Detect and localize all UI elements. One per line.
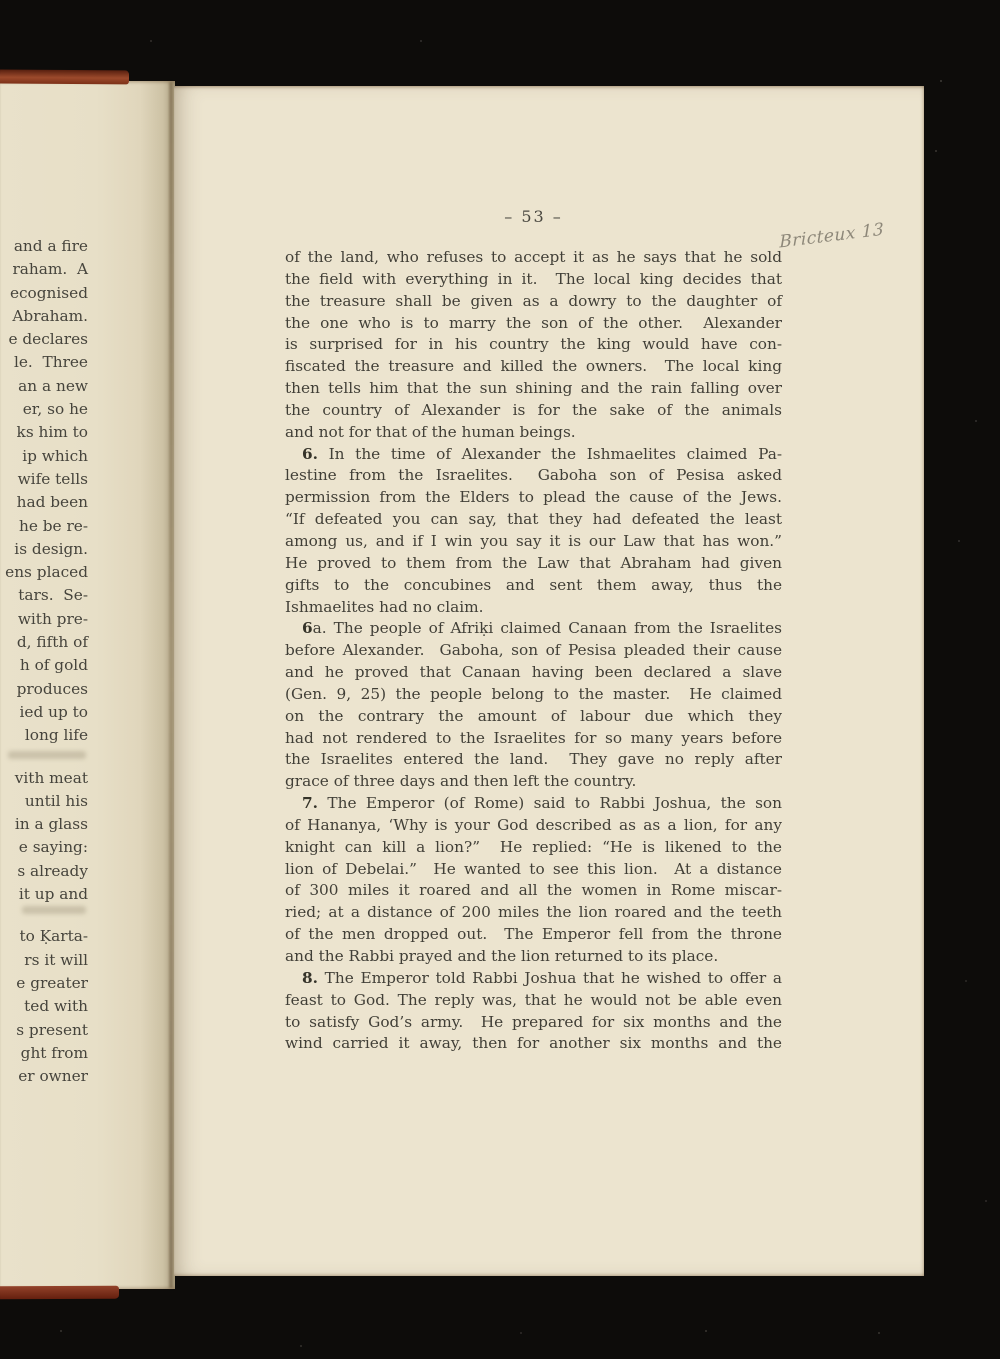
left-page-text-fragment: it up and xyxy=(18,885,88,904)
text-line: gifts to the concubines and sent them away, thus the xyxy=(285,575,782,594)
text-line: then tells him that the sun shining and the rain falling over xyxy=(285,379,782,398)
text-line: grace of three days and then left the country. xyxy=(285,772,637,791)
left-page-text-fragment: ted with xyxy=(24,997,88,1016)
left-page-text-fragment: in a glass xyxy=(14,815,88,834)
left-page-text-fragment: raham. A xyxy=(12,260,88,279)
gutter-fold xyxy=(169,82,173,1288)
text-line: feast to God. The reply was, that he would not be able even xyxy=(285,990,782,1009)
left-page-text-fragment: le. Three xyxy=(13,353,88,372)
paragraph xyxy=(285,968,782,1055)
left-page-text-fragment: he be re- xyxy=(18,516,88,535)
dust-specks xyxy=(0,0,2,2)
left-page-text-fragment: rs it will xyxy=(24,950,88,969)
cover-edge-bottom xyxy=(0,1286,119,1300)
left-page-text-fragment: produces xyxy=(16,679,88,698)
left-page-text-fragment: until his xyxy=(24,791,88,810)
left-page-text-fragment: e declares xyxy=(8,330,88,349)
paragraph xyxy=(285,444,782,619)
text-line: “If defeated you can say, that they had defeated the least xyxy=(285,510,782,529)
text-line: knight can kill a lion?” He replied: “He is likened to the xyxy=(285,837,782,856)
left-page-text-fragment: an a new xyxy=(18,376,88,395)
left-page-text-fragment: e saying: xyxy=(18,838,88,857)
left-page-text-fragment: wife tells xyxy=(17,469,88,488)
text-line: and the Rabbi prayed and the lion returned to its place. xyxy=(285,947,719,965)
text-line: the country of Alexander is for the sake of the animals xyxy=(285,400,782,419)
section-number: 7. xyxy=(302,794,318,813)
left-page-text-fragment: with pre- xyxy=(17,609,88,628)
paragraph xyxy=(285,247,782,444)
text-line: the treasure shall be given as a dowry to the daughter of xyxy=(285,291,782,310)
left-page-text-fragment: ip which xyxy=(22,446,88,465)
section-number: 6 xyxy=(302,619,313,638)
left-page-text-fragment: and a fire xyxy=(13,237,88,255)
paragraph xyxy=(285,793,782,968)
section-number: 6. xyxy=(302,444,318,463)
left-page-text-fragment: er, so he xyxy=(22,400,88,419)
text-line: before Alexander. Gaboha, son of Pesisa pleaded their cause xyxy=(285,641,782,660)
text-line: the Israelites entered the land. They gave no reply after xyxy=(285,750,782,769)
text-line: to satisfy God’s army. He prepared for six months and the xyxy=(285,1012,782,1031)
left-page-text-fragment: ied up to xyxy=(19,702,88,721)
text-line: wind carried it away, then for another six months and the xyxy=(285,1034,782,1053)
show-through-smudge xyxy=(22,906,86,914)
text-line: ried; at a distance of 200 miles the lion roared and the teeth xyxy=(285,903,782,922)
text-line: of Hananya, ‘Why is your God described as as a lion, for any xyxy=(285,815,782,834)
fragment-group xyxy=(0,235,88,748)
left-page-text-fragment: to Ḳarta- xyxy=(19,927,88,946)
text-line: among us, and if I win you say it is our Law that has won.” xyxy=(285,531,782,550)
text-line: and not for that of the human beings. xyxy=(285,422,576,441)
fragment-group xyxy=(0,925,88,1088)
left-page-fragments xyxy=(0,235,88,1088)
show-through-smudge xyxy=(8,751,86,759)
text-line: lestine from the Israelites. Gaboha son of Pesisa asked xyxy=(285,466,782,485)
left-page-text-fragment: tars. Se- xyxy=(18,586,88,605)
text-line: Ishmaelites had no claim. xyxy=(285,597,484,616)
text-line: of the land, who refuses to accept it as he says that he sold xyxy=(285,248,782,266)
text-line: the one who is to marry the son of the other. Alexander xyxy=(285,313,782,332)
left-page-text-fragment: long life xyxy=(24,726,88,745)
text-line: 6a. The people of Afriḳi claimed Canaan from the Israelites xyxy=(302,619,782,638)
cover-edge-top xyxy=(0,70,129,85)
paragraph xyxy=(285,618,782,793)
text-line: and he proved that Canaan having been declared a slave xyxy=(285,663,782,682)
text-block xyxy=(285,247,782,1055)
handwritten-annotation: Bricteux 13 xyxy=(779,219,885,253)
left-page-text-fragment: ght from xyxy=(20,1043,88,1062)
text-line: fiscated the treasure and killed the owners. The local king xyxy=(285,357,782,376)
left-page-text-fragment: vith meat xyxy=(14,768,88,787)
left-page-text-fragment: s present xyxy=(16,1020,88,1039)
section-number: 8. xyxy=(302,968,318,987)
text-line: 7. The Emperor (of Rome) said to Rabbi Joshua, the son xyxy=(302,794,782,813)
text-line: the field with everything in it. The local king decides that xyxy=(285,269,782,288)
left-page-text-fragment: ks him to xyxy=(16,423,88,442)
fragment-group xyxy=(0,767,88,907)
left-page-text-fragment: d, fifth of xyxy=(16,633,88,652)
left-page-text-fragment: had been xyxy=(16,493,88,512)
text-line: of the men dropped out. The Emperor fell from the throne xyxy=(285,925,782,944)
text-line: had not rendered to the Israelites for so many years before xyxy=(285,728,782,747)
text-line: on the contrary the amount of labour due which they xyxy=(285,706,782,725)
left-page-text-fragment: e greater xyxy=(16,973,88,992)
text-line: 8. The Emperor told Rabbi Joshua that he wished to offer a xyxy=(302,968,782,987)
page-number: – 53 – xyxy=(504,207,563,226)
left-page-text-fragment: Abraham. xyxy=(12,306,88,325)
text-line: is surprised for in his country the king would have con- xyxy=(285,335,782,354)
left-page-text-fragment: er owner xyxy=(18,1067,88,1086)
text-line: (Gen. 9, 25) the people belong to the master. He claimed xyxy=(285,684,782,703)
text-line: He proved to them from the Law that Abraham had given xyxy=(285,553,782,572)
left-page-text-fragment: h of gold xyxy=(19,656,88,675)
text-line: of 300 miles it roared and all the women in Rome miscar- xyxy=(285,881,782,900)
left-page-text-fragment: s already xyxy=(17,861,88,880)
text-line: 6. In the time of Alexander the Ishmaelites claimed Pa- xyxy=(302,444,782,463)
text-line: lion of Debelai.” He wanted to see this lion. At a distance xyxy=(285,859,782,878)
left-page-text-fragment: ecognised xyxy=(9,283,88,302)
left-page-text-fragment: ens placed xyxy=(5,563,88,582)
left-page-text-fragment: is design. xyxy=(14,539,88,558)
text-line: permission from the Elders to plead the cause of the Jews. xyxy=(285,488,782,507)
